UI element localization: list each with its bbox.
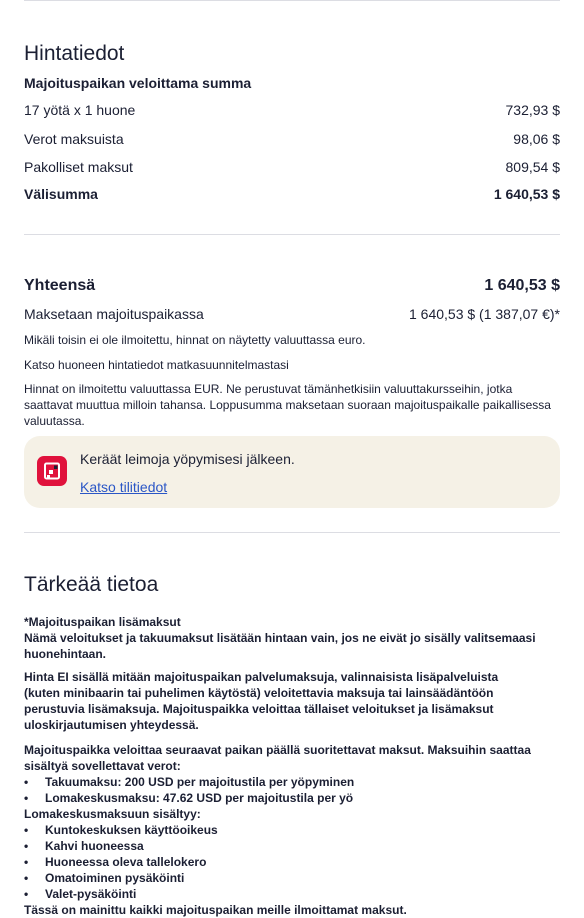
onsite-fees-block (24, 742, 560, 918)
list-item-text: Valet-pysäköinti (45, 887, 137, 901)
price-row-taxes (24, 130, 560, 148)
price-row-value: 809,54 $ (505, 159, 560, 175)
view-account-link[interactable]: Katso tilitiedot (80, 479, 168, 495)
currency-note: Mikäli toisin ei ole ilmoitettu, hinnat on näytetty valuuttassa euro. (24, 333, 366, 347)
list-item (24, 774, 560, 790)
bullet-glyph: • (24, 791, 29, 805)
bullet-glyph: • (24, 775, 29, 789)
list-item (24, 886, 560, 902)
price-row-label: 17 yötä x 1 huone (24, 102, 136, 118)
list-item (24, 838, 560, 854)
subtotal-row (24, 185, 560, 203)
list-item-text: Kuntokeskuksen käyttöoikeus (45, 823, 218, 837)
property-charges-subheading: Majoituspaikan veloittama summa (24, 75, 252, 91)
total-value: 1 640,53 $ (484, 277, 560, 294)
pay-at-property-row (24, 305, 560, 323)
price-row-value: 732,93 $ (505, 102, 560, 118)
rewards-card (24, 436, 560, 508)
price-row-nights (24, 101, 560, 119)
section-divider (24, 532, 560, 533)
excluded-charges-paragraph (24, 669, 534, 733)
pay-at-property-label: Maksetaan majoituspaikassa (24, 306, 204, 322)
total-label: Yhteensä (24, 277, 96, 294)
price-row-mandatory-fees (24, 158, 560, 176)
bullet-glyph: • (24, 871, 29, 885)
price-details-heading: Hintatiedot (24, 42, 125, 65)
list-item-text: Kahvi huoneessa (45, 839, 144, 853)
list-item (24, 822, 560, 838)
property-fees-block (24, 614, 544, 662)
includes-title: Lomakeskusmaksuun sisältyy: (24, 807, 201, 821)
onsite-fees-intro: Majoituspaikka veloittaa seuraavat paikan päällä suoritettavat maksut. Maksuihin saattaa sisältyä sovellettavat verot: (24, 743, 531, 773)
fees-title: *Majoituspaikan lisämaksut (24, 615, 181, 629)
pay-at-property-value: 1 640,53 $ (1 387,07 €)* (408, 306, 560, 322)
list-item-text: Omatoiminen pysäköinti (45, 871, 185, 885)
bullet-glyph: • (24, 855, 29, 869)
section-divider (24, 234, 560, 235)
exchange-rate-note: Hinnat on ilmoitettu valuuttassa EUR. Ne perustuvat tämänhetkisiin valuuttakursseihin, jotka saattavat muuttua milloin tahansa. Loppusumma maksetaan suoraan majoituspaikalle paikallisessa valuutassa. (24, 382, 551, 428)
subtotal-value: 1 640,53 $ (493, 186, 560, 202)
list-item (24, 870, 560, 886)
list-item (24, 854, 560, 870)
stamp-icon (37, 456, 67, 486)
itinerary-note: Katso huoneen hintatiedot matkasuunnitelmastasi (24, 358, 289, 372)
bullet-glyph: • (24, 887, 29, 901)
bullet-glyph: • (24, 839, 29, 853)
list-item-text: Huoneessa oleva tallelokero (45, 855, 207, 869)
excluded-charges-text: Hinta EI sisällä mitään majoituspaikan palvelumaksuja, valinnaisista lisäpalveluista (kuten minibaarin tai puhelimen käytöstä) veloitettavia maksuja tai lainsäädäntöön perustuvia lisämaksuja. Majoituspaikka veloittaa tällaiset veloitukset ja lisämaksut uloskirjautumisen yhteydessä. (24, 670, 499, 732)
important-info-heading: Tärkeää tietoa (24, 573, 159, 596)
bullet-glyph: • (24, 823, 29, 837)
price-row-value: 98,06 $ (513, 131, 560, 147)
top-divider (24, 0, 560, 1)
rewards-text: Keräät leimoja yöpymisesi jälkeen. (80, 451, 295, 467)
subtotal-label: Välisumma (24, 186, 98, 202)
stamp-icon-glyph (37, 456, 67, 486)
list-item (24, 790, 560, 806)
list-item-text: Lomakeskusmaksu: 47.62 USD per majoitustila per yö (45, 791, 354, 805)
total-row (24, 277, 560, 295)
fees-footer: Tässä on mainittu kaikki majoituspaikan meille ilmoittamat maksut. (24, 903, 407, 917)
price-row-label: Verot maksuista (24, 131, 124, 147)
list-item-text: Takuumaksu: 200 USD per majoitustila per yöpyminen (45, 775, 355, 789)
price-row-label: Pakolliset maksut (24, 159, 133, 175)
fees-intro: Nämä veloitukset ja takuumaksut lisätään hintaan vain, jos ne eivät jo sisälly valitsemaasi huonehintaan. (24, 631, 536, 661)
